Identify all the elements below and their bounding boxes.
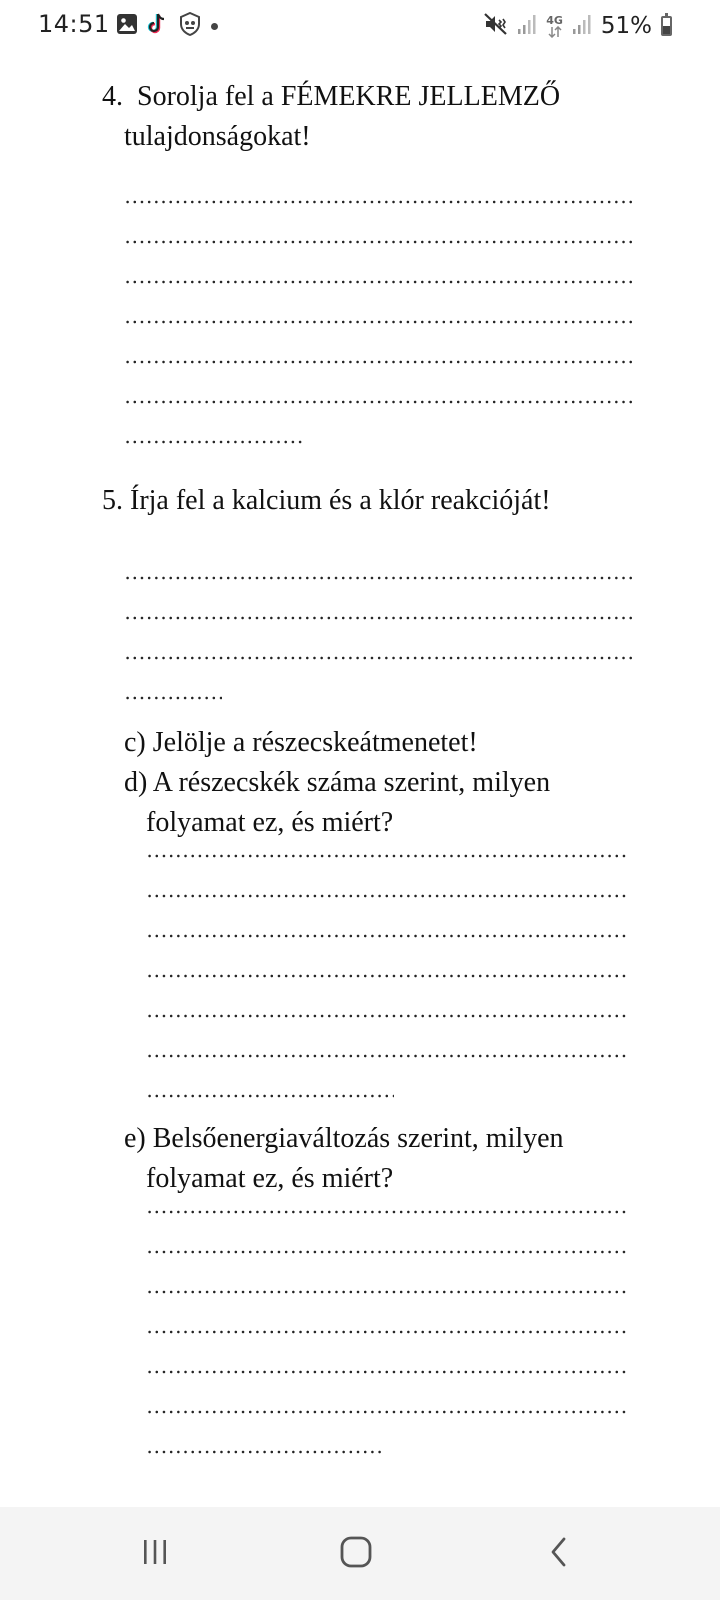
answer-line [124, 314, 634, 330]
answer-line [146, 1244, 628, 1260]
status-icons-left [116, 14, 218, 38]
question-4-number: 4. [102, 81, 123, 112]
home-button[interactable] [331, 1529, 381, 1579]
status-icons-right [484, 12, 672, 40]
question-4-text: Sorolja fel a FÉMEKRE JELLEMZŐ [137, 81, 561, 112]
answer-line [124, 434, 304, 450]
signal-icon [572, 13, 592, 39]
back-chevron-icon [547, 1536, 571, 1573]
answer-line [146, 928, 628, 944]
answer-line [146, 1048, 628, 1064]
answer-line [124, 234, 634, 250]
question-5d-line-2: folyamat ez, és miért? [146, 807, 394, 838]
answer-line [124, 610, 634, 626]
back-button[interactable] [534, 1529, 584, 1579]
answer-line [146, 1324, 628, 1340]
answer-line [146, 1204, 628, 1220]
home-icon [339, 1535, 373, 1574]
answer-line [124, 194, 634, 210]
battery-percent: 51% [600, 13, 652, 39]
battery-level-fill [663, 26, 670, 34]
worksheet-document[interactable] [0, 52, 720, 1507]
network-4g-icon [546, 15, 563, 38]
answer-line [124, 690, 222, 706]
signal-icon [517, 13, 537, 39]
answer-line [146, 1284, 628, 1300]
question-5d-line-1: d) A részecskék száma szerint, milyen [124, 767, 551, 798]
navigation-bar [0, 1507, 720, 1600]
shield-app-icon [178, 12, 202, 41]
question-5c-text: c) Jelölje a részecskeátmenetet! [124, 727, 478, 758]
question-5e-line-1: e) Belsőenergiaváltozás szerint, milyen [124, 1123, 564, 1154]
network-type-label: 4G [546, 13, 563, 27]
answer-line [146, 1444, 384, 1460]
answer-line [146, 1088, 394, 1104]
question-5e-line-2: folyamat ez, és miért? [146, 1163, 394, 1194]
status-bar [0, 0, 720, 52]
answer-line [124, 394, 634, 410]
answer-line [146, 1364, 628, 1380]
answer-line [146, 888, 628, 904]
notification-dot-icon [211, 23, 218, 30]
mute-vibrate-icon [484, 13, 508, 39]
answer-line [146, 848, 628, 864]
question-4-line-1 [102, 80, 560, 114]
battery-icon [661, 16, 672, 36]
tiktok-icon [147, 12, 169, 41]
answer-line [146, 968, 628, 984]
answer-line [146, 1404, 628, 1420]
answer-line [124, 570, 634, 586]
gallery-icon [116, 13, 138, 40]
status-time: 14:51 [38, 10, 110, 38]
question-5-text: 5. Írja fel a kalcium és a klór reakcióját! [102, 485, 551, 516]
answer-line [124, 354, 634, 370]
recent-apps-button[interactable] [130, 1529, 180, 1579]
answer-line [124, 650, 634, 666]
recent-apps-icon [140, 1538, 170, 1571]
question-4-line-2: tulajdonságokat! [124, 121, 311, 152]
answer-line [124, 274, 634, 290]
answer-line [146, 1008, 628, 1024]
